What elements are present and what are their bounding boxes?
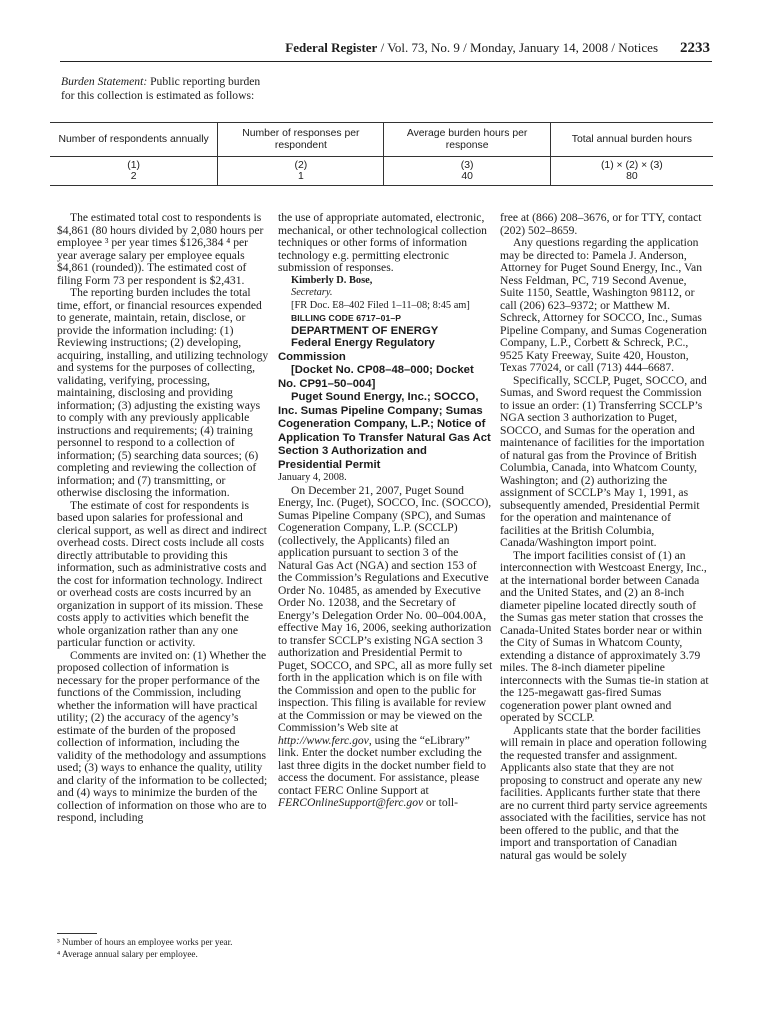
department-heading: DEPARTMENT OF ENERGY	[291, 324, 439, 337]
table-cell-value: 2	[130, 171, 137, 182]
burden-text: Public reporting burden for this collection is estimated as follows:	[61, 75, 261, 102]
paragraph: the use of appropriate automated, electronic, mechanical, or other technological collection techniques or other forms of information technology e.g. permitting electronic submission of responses.	[278, 211, 487, 274]
billing-code: BILLING CODE 6717–01–P	[291, 313, 402, 323]
table-cell-label: (2)	[294, 159, 308, 171]
paragraph: Specifically, SCCLP, Puget, SOCCO, and Sumas, and Sword request the Commission to issue an order: (1) Transferring SCCLP’s NGA section 3 authorization to Puget, SOCCO, and Sumas for the operation and maintenance of facilities for the importation of natural gas from the Province of British Columbia, Canada, into Whatcom County, Washington; and (2) authorizing the assignment of SCCLP’s May 1, 1991, as subsequently amended, Presidential Permit for the operation and maintenance of facilities at the British Columbia, Canada/Washington import point.	[500, 373, 707, 549]
table-cell	[50, 157, 217, 185]
table-cell	[217, 157, 383, 185]
body-text: , using the “eLibrary” link. Enter the docket number excluding the last three digits in the docket number field to access the document. For assistance, please contact FERC Online Support at	[278, 733, 486, 797]
notice-date: January 4, 2008.	[278, 472, 347, 483]
table-cell-value: 1	[297, 171, 304, 182]
paragraph: Applicants state that the border facilities will remain in place and operation following the requested transfer and assignment. Applicants also state that they are not proposing to construct and operate any new facilities. Applicants further state that there are no current third party service agreements associated with the facilities, service has not been offered to the public, and that the import and transportation of Canadian natural gas would be solely	[500, 723, 708, 862]
header-title	[285, 40, 658, 56]
running-header	[60, 40, 710, 60]
table-header-cell: Number of respondents annually	[58, 133, 209, 145]
body-text: On December 21, 2007, Puget Sound Energy, Inc. (Puget), SOCCO, Inc. (SOCCO), Sumas Pipeline Company (SPC), and Sumas Cogeneration Company, L.P. (SCCLP) (collectively, the Applicants) filed an application pursuant to section 3 of the Natural Gas Act (NGA) and section 153 of the Commission’s Regulations and Executive Order No. 10485, as amended by Executive Order No. 12038, and the Secretary of Energy’s Delegation Order No. 00–004.00A, effective May 16, 2006, seeking authorization to transfer SCCLP’s existing NGA section 3 authorization and Presidential Permit to Puget, SOCCO, and SPC, all as more fully set forth in the application which is on file with the Commission and open to the public for inspection. This filing is available for review at the Commission or may be viewed on the Commission’s Web site at	[278, 483, 493, 734]
header-rule	[60, 61, 712, 62]
ferc-website-link[interactable]: http://www.ferc.gov	[278, 733, 369, 747]
header-publication: Federal Register	[285, 40, 378, 55]
page-number: 2233	[680, 40, 710, 56]
paragraph: The reporting burden includes the total time, effort, or financial resources expended to generate, maintain, retain, disclose, or provide the information including: (1) Reviewing instructions; (2) developing, acquiring, installing, and utilizing technology and systems for the purposes of collecting, validating, verifying, processing, maintaining, disclosing and providing information; (3) adjusting the existing ways to comply with any previously applicable instructions and requirements; (4) training personnel to respond to a collection of information; (5) searching data sources; (6) completing and reviewing the collection of information; and (7) transmitting, or otherwise disclosing the information.	[57, 286, 269, 499]
header-issue: / Vol. 73, No. 9 / Monday, January 14, 2008 / Notices	[377, 40, 658, 55]
footnote: ³ Number of hours an employee works per year.	[57, 937, 233, 947]
footnote: ⁴ Average annual salary per employee.	[57, 948, 198, 959]
paragraph	[278, 485, 493, 810]
docket-heading: [Docket No. CP08–48–000; Docket No. CP91–50–004]	[278, 364, 474, 390]
column-3	[500, 212, 712, 862]
agency-heading: Federal Energy Regulatory Commission	[278, 337, 435, 363]
table-header-cell: Number of responses per respondent	[217, 123, 383, 156]
burden-statement	[61, 75, 276, 102]
paragraph: free at (866) 208–3676, or for TTY, contact (202) 502–8659.	[500, 211, 702, 237]
table-cell	[550, 157, 713, 185]
table-cell-label: (1)	[127, 159, 140, 171]
burden-label: Burden Statement:	[61, 75, 148, 88]
burden-table	[50, 122, 713, 186]
paragraph: The import facilities consist of (1) an interconnection with Westcoast Energy, Inc., at the international border between Canada and the United States, and (2) an 8-inch diameter pipeline located directly south of the Sumas gas meter station that crosses the Canada-United States border near or within the City of Sumas in Whatcom County, extending a distance of approximately 3.79 miles. The 8-inch diameter pipeline interconnects with the Sumas tie-in station at the 125-megawatt gas-fired Sumas cogeneration power plant owned and operated by SCCLP.	[500, 548, 709, 724]
signer-name: Kimberly D. Bose,	[291, 274, 373, 286]
table-cell-value: 40	[461, 171, 473, 182]
table-header-row	[50, 122, 713, 157]
column-2	[278, 212, 493, 810]
paragraph: Comments are invited on: (1) Whether the proposed collection of information is necessary for the proper performance of the functions of the Commission, including whether the information will have practical utility; (2) the accuracy of the agency’s estimate of the burden of the proposed collection of information, including the validity of the methodology and assumptions used; (3) ways to enhance the quality, utility and clarity of the information to be collected; and (4) ways to minimize the burden of the collection of information on those who are to respond, including	[57, 648, 268, 824]
signer-title: Secretary.	[291, 287, 333, 298]
paragraph: The estimate of cost for respondents is based upon salaries for professional and clerical support, as well as direct and indirect overhead costs. Direct costs include all costs directly attributable to providing this information, such as administrative costs and the cost for information technology. Indirect or overhead costs are costs incurred by an organization in support of its mission. These costs apply to activities which benefit the whole organization rather than any one particular function or activity.	[57, 498, 267, 649]
fr-doc-line: [FR Doc. E8–402 Filed 1–11–08; 8:45 am]	[291, 299, 470, 311]
paragraph: Any questions regarding the application may be directed to: Pamela J. Anderson, Attorney for Puget Sound Energy, Inc., Van Ness Feldman, PC, 719 Second Avenue, Suite 1150, Seattle, Washington 98112, or call (206) 623–9372; or Matthew M. Schreck, Attorney for SOCCO, Inc., Sumas Pipeline Company, and Sumas Cogeneration Company, L.P., Corbett & Schreck, P.C., 9525 Katy Freeway, Suite 420, Houston, Texas 77024, or call (713) 444–6687.	[500, 236, 707, 374]
table-cell	[383, 157, 549, 185]
footnote-rule	[57, 933, 97, 934]
table-cell-label: (3)	[460, 159, 474, 171]
footnotes	[57, 933, 269, 960]
column-1	[57, 212, 269, 825]
table-row	[50, 157, 713, 186]
table-header-cell: Average burden hours per response	[383, 123, 549, 156]
notice-subject: Puget Sound Energy, Inc.; SOCCO, Inc. Sumas Pipeline Company; Sumas Cogeneration Company, L.P.; Notice of Application To Transfer Natural Gas Act Section 3 Authorization and Presidential Permit	[278, 391, 491, 471]
table-cell-value: 80	[626, 171, 638, 182]
table-header-cell: Total annual burden hours	[550, 123, 713, 156]
body-text: or toll-	[423, 796, 458, 809]
ferc-support-email-link[interactable]: FERCOnlineSupport@ferc.gov	[278, 796, 424, 809]
table-cell-label: (1) × (2) × (3)	[600, 159, 663, 171]
paragraph: The estimated total cost to respondents is $4,861 (80 hours divided by 2,080 hours per employee ³ per year times $126,384 ⁴ per year average salary per employee equals $4,861 (rounded)). The estimated cost of filing Form 73 per respondent is $2,431.	[57, 211, 264, 287]
